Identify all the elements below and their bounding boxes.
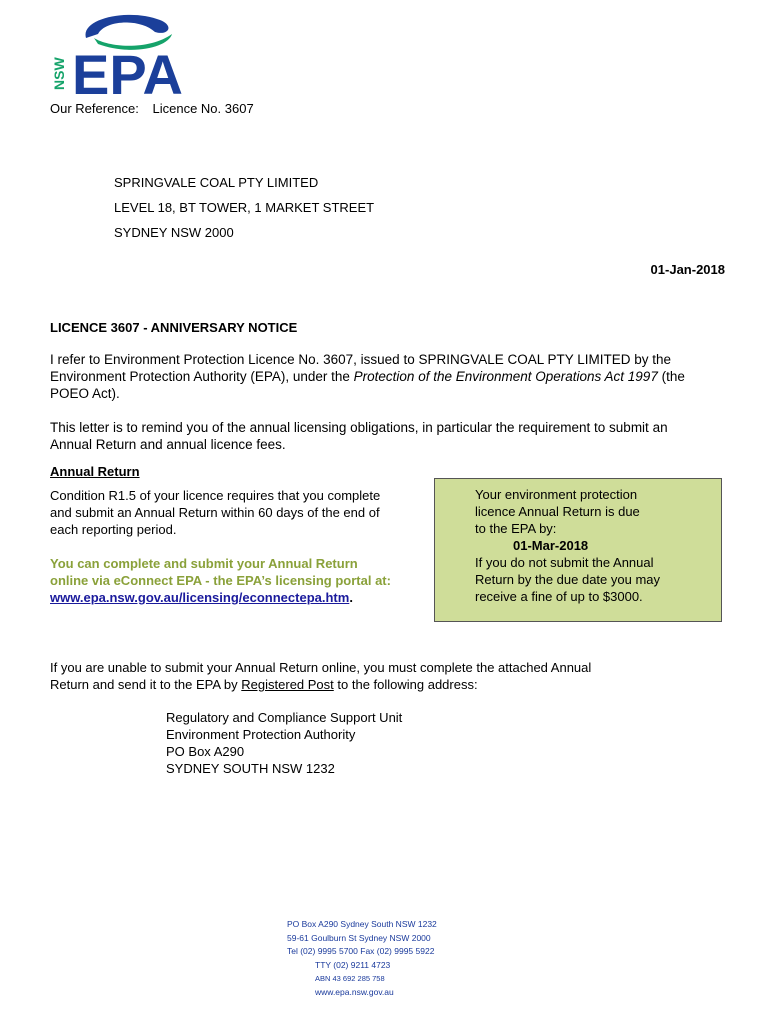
- footer-line: 59-61 Goulburn St Sydney NSW 2000: [287, 932, 431, 943]
- text-run: .: [349, 590, 353, 605]
- paragraph-line: [50, 676, 750, 693]
- reference-label: Our Reference:: [50, 101, 139, 116]
- logo-side-text: NSW: [51, 57, 67, 90]
- text-run: (the: [657, 369, 685, 384]
- paragraph-line: each reporting period.: [50, 522, 177, 537]
- box-line: licence Annual Return is due: [475, 504, 640, 519]
- econnect-paragraph: [50, 555, 430, 606]
- paragraph-line: online via eConnect EPA - the EPA’s licensing portal at:: [50, 573, 391, 588]
- epa-postal-address: [166, 709, 402, 777]
- paragraph-line: This letter is to remind you of the annual licensing obligations, in particular the requirement to submit an: [50, 420, 668, 435]
- reminder-paragraph: [50, 419, 750, 453]
- letter-footer: [287, 918, 437, 999]
- paragraph-line: Annual Return and annual licence fees.: [50, 437, 286, 452]
- text-run: Return and send it to the EPA by: [50, 677, 242, 692]
- paragraph-line: I refer to Environment Protection Licence No. 3607, issued to SPRINGVALE COAL PTY LIMITED by the: [50, 352, 672, 367]
- paragraph-line: [50, 589, 430, 606]
- address-line: Regulatory and Compliance Support Unit: [166, 710, 403, 725]
- footer-line: Tel (02) 9995 5700 Fax (02) 9995 5922: [287, 946, 435, 956]
- box-line: Your environment protection: [475, 487, 638, 502]
- box-line: Return by the due date you may: [475, 572, 661, 587]
- footer-website: www.epa.nsw.gov.au: [315, 986, 394, 997]
- letter-date: 01-Jan-2018: [650, 262, 725, 277]
- address-line: SYDNEY SOUTH NSW 1232: [166, 761, 335, 776]
- address-line: PO Box A290: [166, 744, 245, 759]
- footer-line: ABN 43 692 285 758: [315, 974, 385, 983]
- act-title: Protection of the Environment Operations Act 1997: [353, 369, 658, 384]
- reference-value: Licence No. 3607: [152, 101, 254, 116]
- paragraph-line: Condition R1.5 of your licence requires that you complete: [50, 488, 381, 503]
- recipient-line: LEVEL 18, BT TOWER, 1 MARKET STREET: [114, 200, 375, 215]
- box-line: If you do not submit the Annual: [475, 555, 654, 570]
- paragraph-line: [50, 368, 750, 385]
- condition-paragraph: [50, 487, 430, 538]
- annual-return-heading: Annual Return: [50, 464, 140, 479]
- footer-line: PO Box A290 Sydney South NSW 1232: [287, 919, 437, 929]
- registered-post: Registered Post: [241, 677, 334, 692]
- logo-swoosh-blue: [86, 15, 169, 38]
- due-date-box: [434, 478, 722, 622]
- address-line: Environment Protection Authority: [166, 727, 356, 742]
- box-line: to the EPA by:: [475, 521, 557, 536]
- paragraph-line: POEO Act).: [50, 386, 120, 401]
- recipient-address: [114, 170, 374, 245]
- paragraph-line: If you are unable to submit your Annual Return online, you must complete the attached Annual: [50, 660, 592, 675]
- intro-paragraph: [50, 351, 750, 402]
- paragraph-line: and submit an Annual Return within 60 days of the end of: [50, 505, 380, 520]
- box-line: receive a fine of up to $3000.: [475, 589, 643, 604]
- recipient-line: SYDNEY NSW 2000: [114, 225, 234, 240]
- recipient-line: SPRINGVALE COAL PTY LIMITED: [114, 175, 319, 190]
- paragraph-line: You can complete and submit your Annual Return: [50, 556, 358, 571]
- text-run: Environment Protection Authority (EPA), under the: [50, 369, 354, 384]
- letter-subject: LICENCE 3607 - ANNIVERSARY NOTICE: [50, 320, 298, 335]
- logo-main-text: EPA: [72, 43, 183, 98]
- text-run: to the following address:: [333, 677, 478, 692]
- econnect-link[interactable]: www.epa.nsw.gov.au/licensing/econnectepa.htm: [50, 590, 350, 605]
- due-date: 01-Mar-2018: [513, 538, 589, 553]
- postal-paragraph: [50, 659, 750, 693]
- reference-line: [50, 100, 254, 117]
- nsw-epa-logo: [50, 8, 200, 98]
- footer-line: TTY (02) 9211 4723: [315, 959, 391, 970]
